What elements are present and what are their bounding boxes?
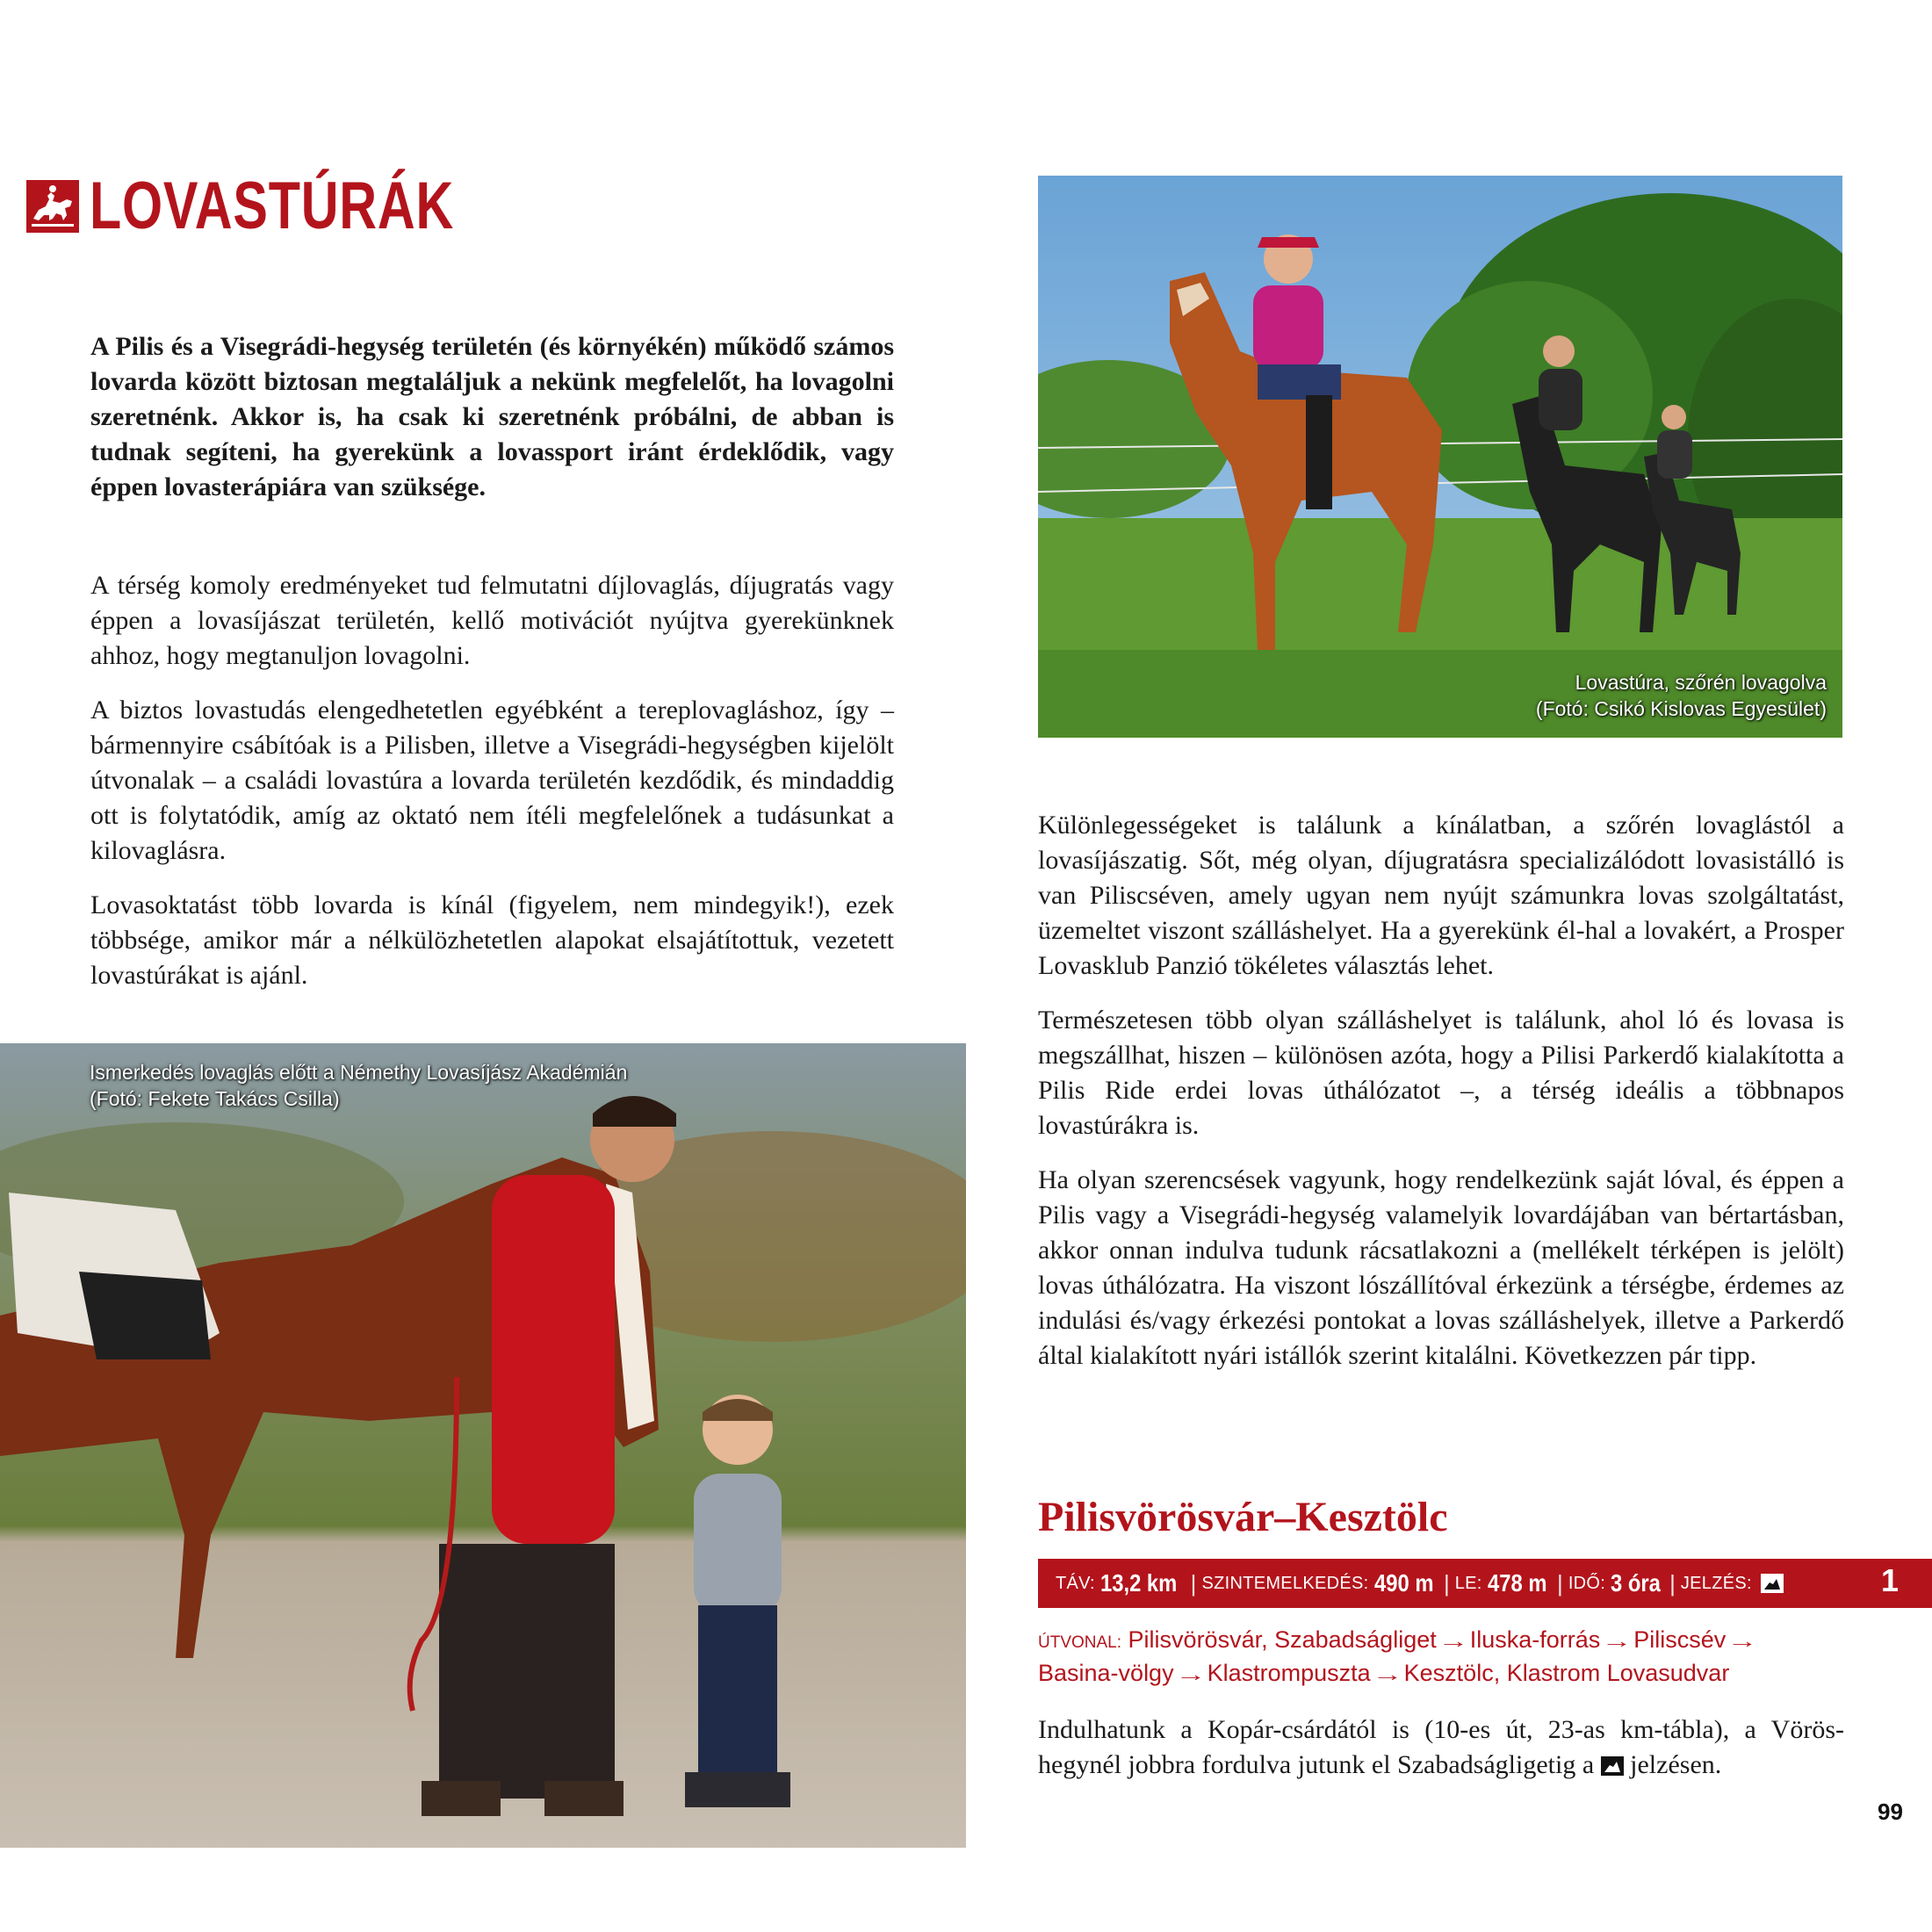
duration-label: IDŐ: [1568, 1573, 1606, 1593]
route-info-bar [1038, 1559, 1932, 1608]
descent-value: 478 m [1487, 1569, 1547, 1597]
arrow-right-icon: → [1174, 1663, 1207, 1685]
route-ascent [1201, 1569, 1444, 1597]
caption-credit: (Fotó: Csikó Kislovas Egyesület) [1535, 697, 1827, 720]
arrow-right-icon: → [1372, 1663, 1403, 1685]
duration-value: 3 óra [1611, 1569, 1662, 1597]
trail-marker-icon [1761, 1574, 1784, 1593]
photo-trail-ride [1038, 176, 1842, 738]
route-path [1038, 1625, 1828, 1690]
path-stop: Klastrompuszta [1207, 1660, 1371, 1686]
path-label: ÚTVONAL: [1038, 1633, 1122, 1652]
descent-label: LE: [1454, 1573, 1482, 1593]
arrow-right-icon: → [1438, 1630, 1469, 1652]
route-number: 1 [1880, 1562, 1899, 1598]
body-paragraph: A biztos lovastudás elengedhetetlen egyébként a tereplovagláshoz, így – bármennyire csábítóak is a Pilisben, illetve a Visegrádi-hegységben kijelölt útvonalak – a családi lovastúra a lovarda területén kezdődik, és mindaddig ott is folytatódik, amíg az oktató nem ítéli megfelelőnek a tudásunkat a kilovaglásra. [90, 696, 894, 865]
page-number: 99 [1878, 1799, 1903, 1825]
route-title: Pilisvörösvár–Kesztölc [1038, 1494, 1448, 1540]
route-duration [1568, 1569, 1669, 1597]
route-distance [1056, 1569, 1191, 1597]
photo-child-horse [0, 1043, 966, 1848]
arrow-right-icon: → [1601, 1630, 1633, 1652]
marking-label: JELZÉS: [1680, 1573, 1752, 1593]
body-paragraph: Különlegességeket is találunk a kínálatban, a szőrén lovaglástól a lovasíjászatig. Sőt, még olyan, díjugratásra specializálódott lovasistálló is van Piliscséven, amely ugyan nem nyújt számunkra lovas szolgáltatást, üzemeltet viszont szálláshelyet. Ha a gyerekünk él-hal a lovakért, a Prosper Lovasklub Panzió tökéletes választás lehet. [1038, 811, 1844, 980]
horse-rider-icon [26, 180, 79, 233]
right-text-column [1038, 808, 1844, 1393]
caption-credit: (Fotó: Fekete Takács Csilla) [90, 1087, 340, 1110]
distance-value: 13,2 km [1099, 1569, 1178, 1597]
description-text: Indulhatunk a Kopár-csárdától is (10-es út, 23-as km-tábla), a Vörös-hegynél jobbra fordulva jutunk el Szabadságligetig a [1038, 1715, 1844, 1779]
arrow-right-icon: → [1727, 1630, 1758, 1652]
caption-line: Ismerkedés lovaglás előtt a Némethy Lovasíjász Akadémián [90, 1061, 628, 1084]
path-stop: Kesztölc, Klastrom Lovasudvar [1403, 1660, 1730, 1686]
ascent-label: SZINTEMELKEDÉS: [1201, 1573, 1369, 1593]
path-stop: Pilisvörösvár, Szabadságliget [1128, 1626, 1437, 1653]
path-stop: Basina-völgy [1038, 1660, 1174, 1686]
body-paragraph: Ha olyan szerencsések vagyunk, hogy rendelkezünk saját lóval, és éppen a Pilis vagy a Visegrádi-hegység valamelyik lovardájában van bértartásban, akkor onnan indulva tudunk rácsatlakozni a (mellékelt térképen is jelölt) lovas úthálózatra. Ha viszont lószállítóval érkezünk a térségbe, érdemes az indulási és/vagy érkezési pontokat a lovas szálláshelyek, illetve a Parkerdő által kialakított nyári istállók szerint kitalálni. Következzen pár tipp. [1038, 1165, 1844, 1370]
divider: | [1557, 1569, 1563, 1597]
body-paragraph: Lovasoktatást több lovarda is kínál (figyelem, nem mindegyik!), ezek többsége, amikor már a nélkülözhetetlen alapokat elsajátítottuk, vezetett lovastúrákat is ajánl. [90, 890, 894, 990]
body-paragraph: Természetesen több olyan szálláshelyet is találunk, ahol ló és lovasa is megszállhat, hiszen – különösen azóta, hogy a Pilisi Parkerdő kialakította a Pilis Ride erdei lovas úthálózatot –, a térség ideális a többnapos lovastúrákra is. [1038, 1006, 1844, 1140]
divider: | [1443, 1569, 1450, 1597]
route-marking [1681, 1574, 1784, 1594]
distance-label: TÁV: [1056, 1573, 1095, 1593]
divider: | [1190, 1569, 1197, 1597]
ascent-value: 490 m [1373, 1569, 1434, 1597]
photo-caption [90, 1059, 880, 1112]
route-descent [1455, 1569, 1557, 1597]
divider: | [1669, 1569, 1676, 1597]
lead-paragraph: A Pilis és a Visegrádi-hegység területén (és környékén) működő számos lovarda között biztosan megtaláljuk a nekünk megfelelőt, ha lovagolni szeretnénk. Akkor is, ha csak ki szeretnénk próbálni, de abban is tudnak segíteni, ha gyerekünk a lovassport iránt érdeklődik, vagy éppen lovasterápiára van szüksége. [90, 332, 894, 501]
section-header [26, 171, 557, 242]
route-description [1038, 1712, 1844, 1802]
caption-line: Lovastúra, szőrén lovagolva [1575, 671, 1827, 694]
description-text: jelzésen. [1630, 1750, 1722, 1779]
section-title: LOVASTÚRÁK [90, 169, 455, 243]
path-stop: Iluska-forrás [1469, 1626, 1601, 1653]
path-stop: Piliscsév [1633, 1626, 1727, 1653]
body-paragraph: A térség komoly eredményeket tud felmutatni díjlovaglás, díjugratás vagy éppen a lovasíjászat területén, kellő motivációt nyújtva gyerekünknek ahhoz, hogy megtanuljon lovagolni. [90, 571, 894, 670]
body-paragraph [1038, 1712, 1844, 1783]
trail-marker-icon [1601, 1756, 1624, 1776]
left-text-column [90, 329, 894, 1013]
photo-caption [1038, 669, 1827, 722]
